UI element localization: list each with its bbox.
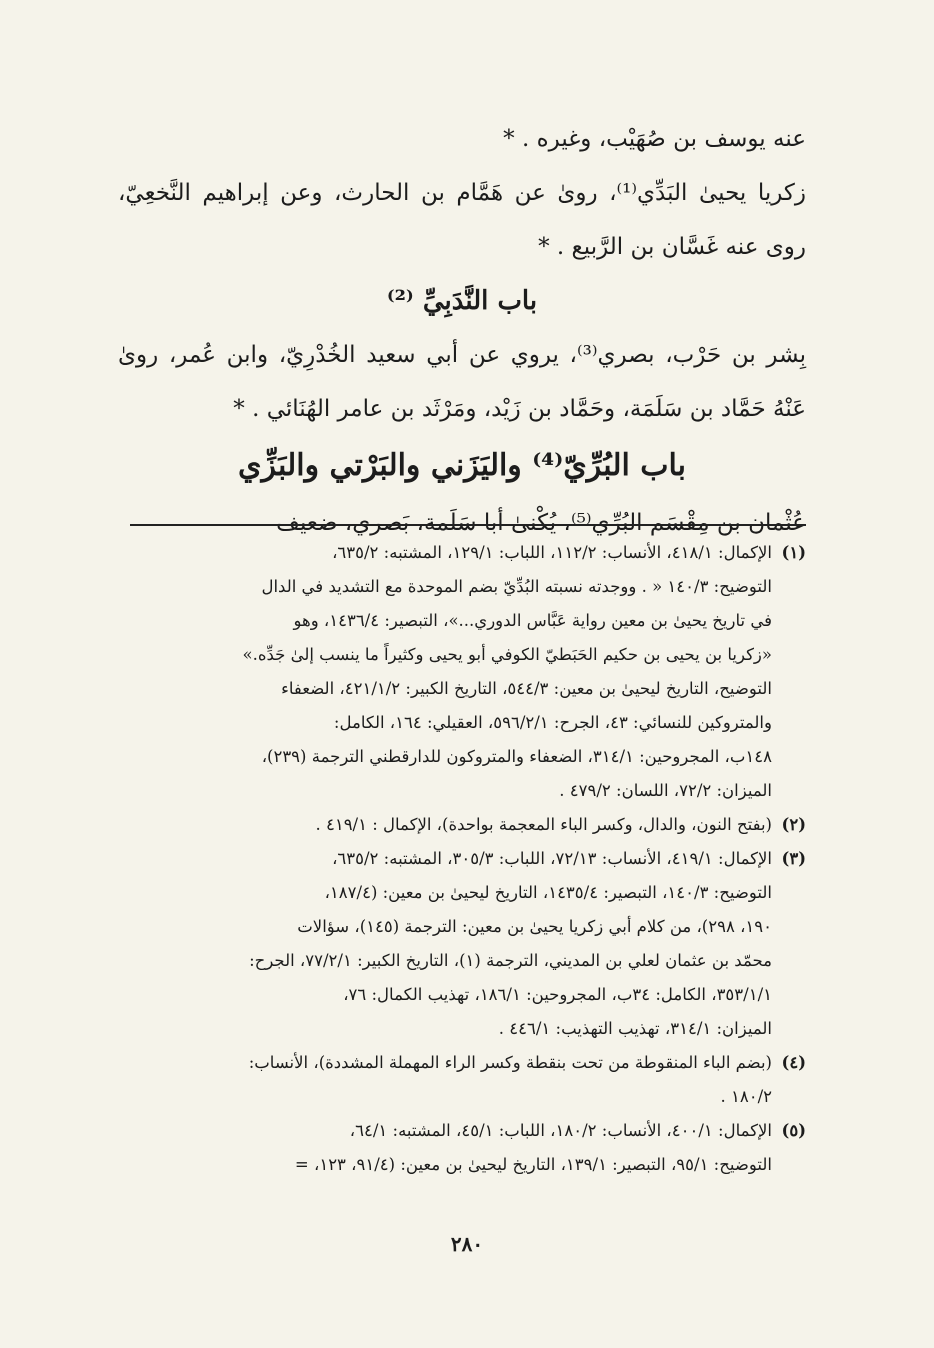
footnote-number: (٣) bbox=[781, 849, 806, 868]
footnote-number: (٤) bbox=[781, 1053, 806, 1072]
footnote-line: التوضيح، التاريخ ليحيىٰ بن معين: ٥٤٤/٣، التاريخ الكبير: ٤٢١/١/٢، الضعفاء bbox=[281, 679, 772, 698]
section-heading-burri: باب البُرِّيّ⁽⁴⁾ واليَزَني والبَرْتي والبَزِّي bbox=[238, 448, 686, 483]
footnote-1 bbox=[126, 536, 806, 808]
footnote-line: الميزان: ٧٢/٢، اللسان: ٤٧٩/٢ . bbox=[559, 781, 772, 800]
footnote-line: (بضم الباء المنقوطة من تحت بنقطة وكسر الراء المهملة المشددة)، الأنساب: bbox=[248, 1053, 772, 1072]
entry-bishr: بِشر بن حَرْب، بصري⁽³⁾، يروي عن أبي سعيد الخُدْرِيّ، وابن عُمر، روىٰ عَنْهُ حَمَّاد بن سَلَمَة، وحَمَّاد بن زَيْد، ومَرْثَد بن عامر الهُنَائي . * bbox=[118, 342, 807, 422]
entry-uthman: عُثْمان بن مِقْسَم البُرِّي⁽⁵⁾، يُكْنىٰ أبا سَلَمة، بَصري، ضعيف bbox=[276, 510, 806, 536]
footnote-line: محمّد بن عثمان لعلي بن المديني، الترجمة (١)، التاريخ الكبير: ٧٧/٢/١، الجرح: bbox=[249, 951, 772, 970]
footnote-5 bbox=[126, 1114, 806, 1182]
main-text bbox=[118, 112, 806, 550]
footnote-line: «زكريا بن يحيى بن حكيم الحَبَطيّ الكوفي أبو يحيى وكثيراً ما ينسب إلىٰ جَدِّه.» bbox=[242, 645, 772, 664]
footnote-line: ١٨٠/٢ . bbox=[720, 1087, 772, 1106]
footnote-body bbox=[126, 808, 772, 842]
footnote-3 bbox=[126, 842, 806, 1046]
footnote-body bbox=[126, 842, 772, 1046]
footnote-4 bbox=[126, 1046, 806, 1114]
footnote-number: (١) bbox=[781, 543, 806, 562]
footnote-line: ١٩٠، ٢٩٨)، من كلام أبي زكريا يحيىٰ بن معين: الترجمة (١٤٥)، سؤالات bbox=[297, 917, 772, 936]
page-number: ٢٨٠ bbox=[450, 1232, 484, 1256]
entry-zakariya: زكريا يحيىٰ البَدِّي⁽¹⁾، روىٰ عن هَمَّام بن الحارث، وعن إبراهيم النَّخعِيّ، روى عنه غَسَّان بن الرَّبيع . * bbox=[118, 180, 806, 260]
footnote-body bbox=[126, 1114, 772, 1182]
footnote-2 bbox=[126, 808, 806, 842]
footnote-line: (بفتح النون، والدال، وكسر الباء المعجمة بواحدة)، الإكمال : ٤١٩/١ . bbox=[315, 815, 772, 834]
footnote-line: ١٤٨ب، المجروحين: ٣١٤/١، الضعفاء والمتروكون للدارقطني الترجمة (٢٣٩)، bbox=[261, 747, 772, 766]
footnote-line: والمتروكين للنسائي: ٤٣، الجرح: ٥٩٦/٢/١، العقيلي: ١٦٤، الكامل: bbox=[333, 713, 772, 732]
footnote-body bbox=[126, 1046, 772, 1114]
continuation-line: عنه يوسف بن صُهَيْب، وغيره . * bbox=[503, 126, 806, 152]
footnote-line: الإكمال: ٤١٩/١، الأنساب: ٧٢/١٣، اللباب: ٣٠٥/٣، المشتبه: ٦٣٥/٢، bbox=[332, 849, 772, 868]
footnote-line: الإكمال: ٤١٨/١، الأنساب: ١١٢/٢، اللباب: ١٢٩/١، المشتبه: ٦٣٥/٢، bbox=[332, 543, 772, 562]
footnote-line: في تاريخ يحيىٰ بن معين رواية عَبَّاس الدوري...»، التبصير: ١٤٣٦/٤، وهو bbox=[293, 611, 772, 630]
footnote-line: الإكمال: ٤٠٠/١، الأنساب: ١٨٠/٢، اللباب: ٤٥/١، المشتبه: ٦٤/١، bbox=[349, 1121, 772, 1140]
footnote-line: التوضيح: ٩٥/١، التبصير: ١٣٩/١، التاريخ ليحيىٰ بن معين: (٩١/٤، ١٢٣، = bbox=[294, 1155, 772, 1174]
footnote-line: التوضيح: ١٤٠/٣، التبصير: ١٤٣٥/٤، التاريخ ليحيىٰ بن معين: (١٨٧/٤، bbox=[324, 883, 772, 902]
footnote-body bbox=[126, 536, 772, 808]
footnote-divider bbox=[130, 524, 806, 526]
footnote-line: الميزان: ٣١٤/١، تهذيب التهذيب: ٤٤٦/١ . bbox=[498, 1019, 772, 1038]
footnote-number: (٢) bbox=[781, 815, 806, 834]
footnotes bbox=[126, 536, 806, 1182]
section-heading-nadabi: باب النَّدَبِيِّ ⁽²⁾ bbox=[386, 286, 538, 316]
footnote-number: (٥) bbox=[781, 1121, 806, 1140]
footnote-line: ٣٥٣/١/١، الكامل: ٣٤ب، المجروحين: ١٨٦/١، تهذيب الكمال: ٧٦، bbox=[343, 985, 772, 1004]
footnote-line: التوضيح: ١٤٠/٣ « . ووجدته نسبته البُدِّيّ بضم الموحدة مع التشديد في الدال bbox=[261, 577, 772, 596]
